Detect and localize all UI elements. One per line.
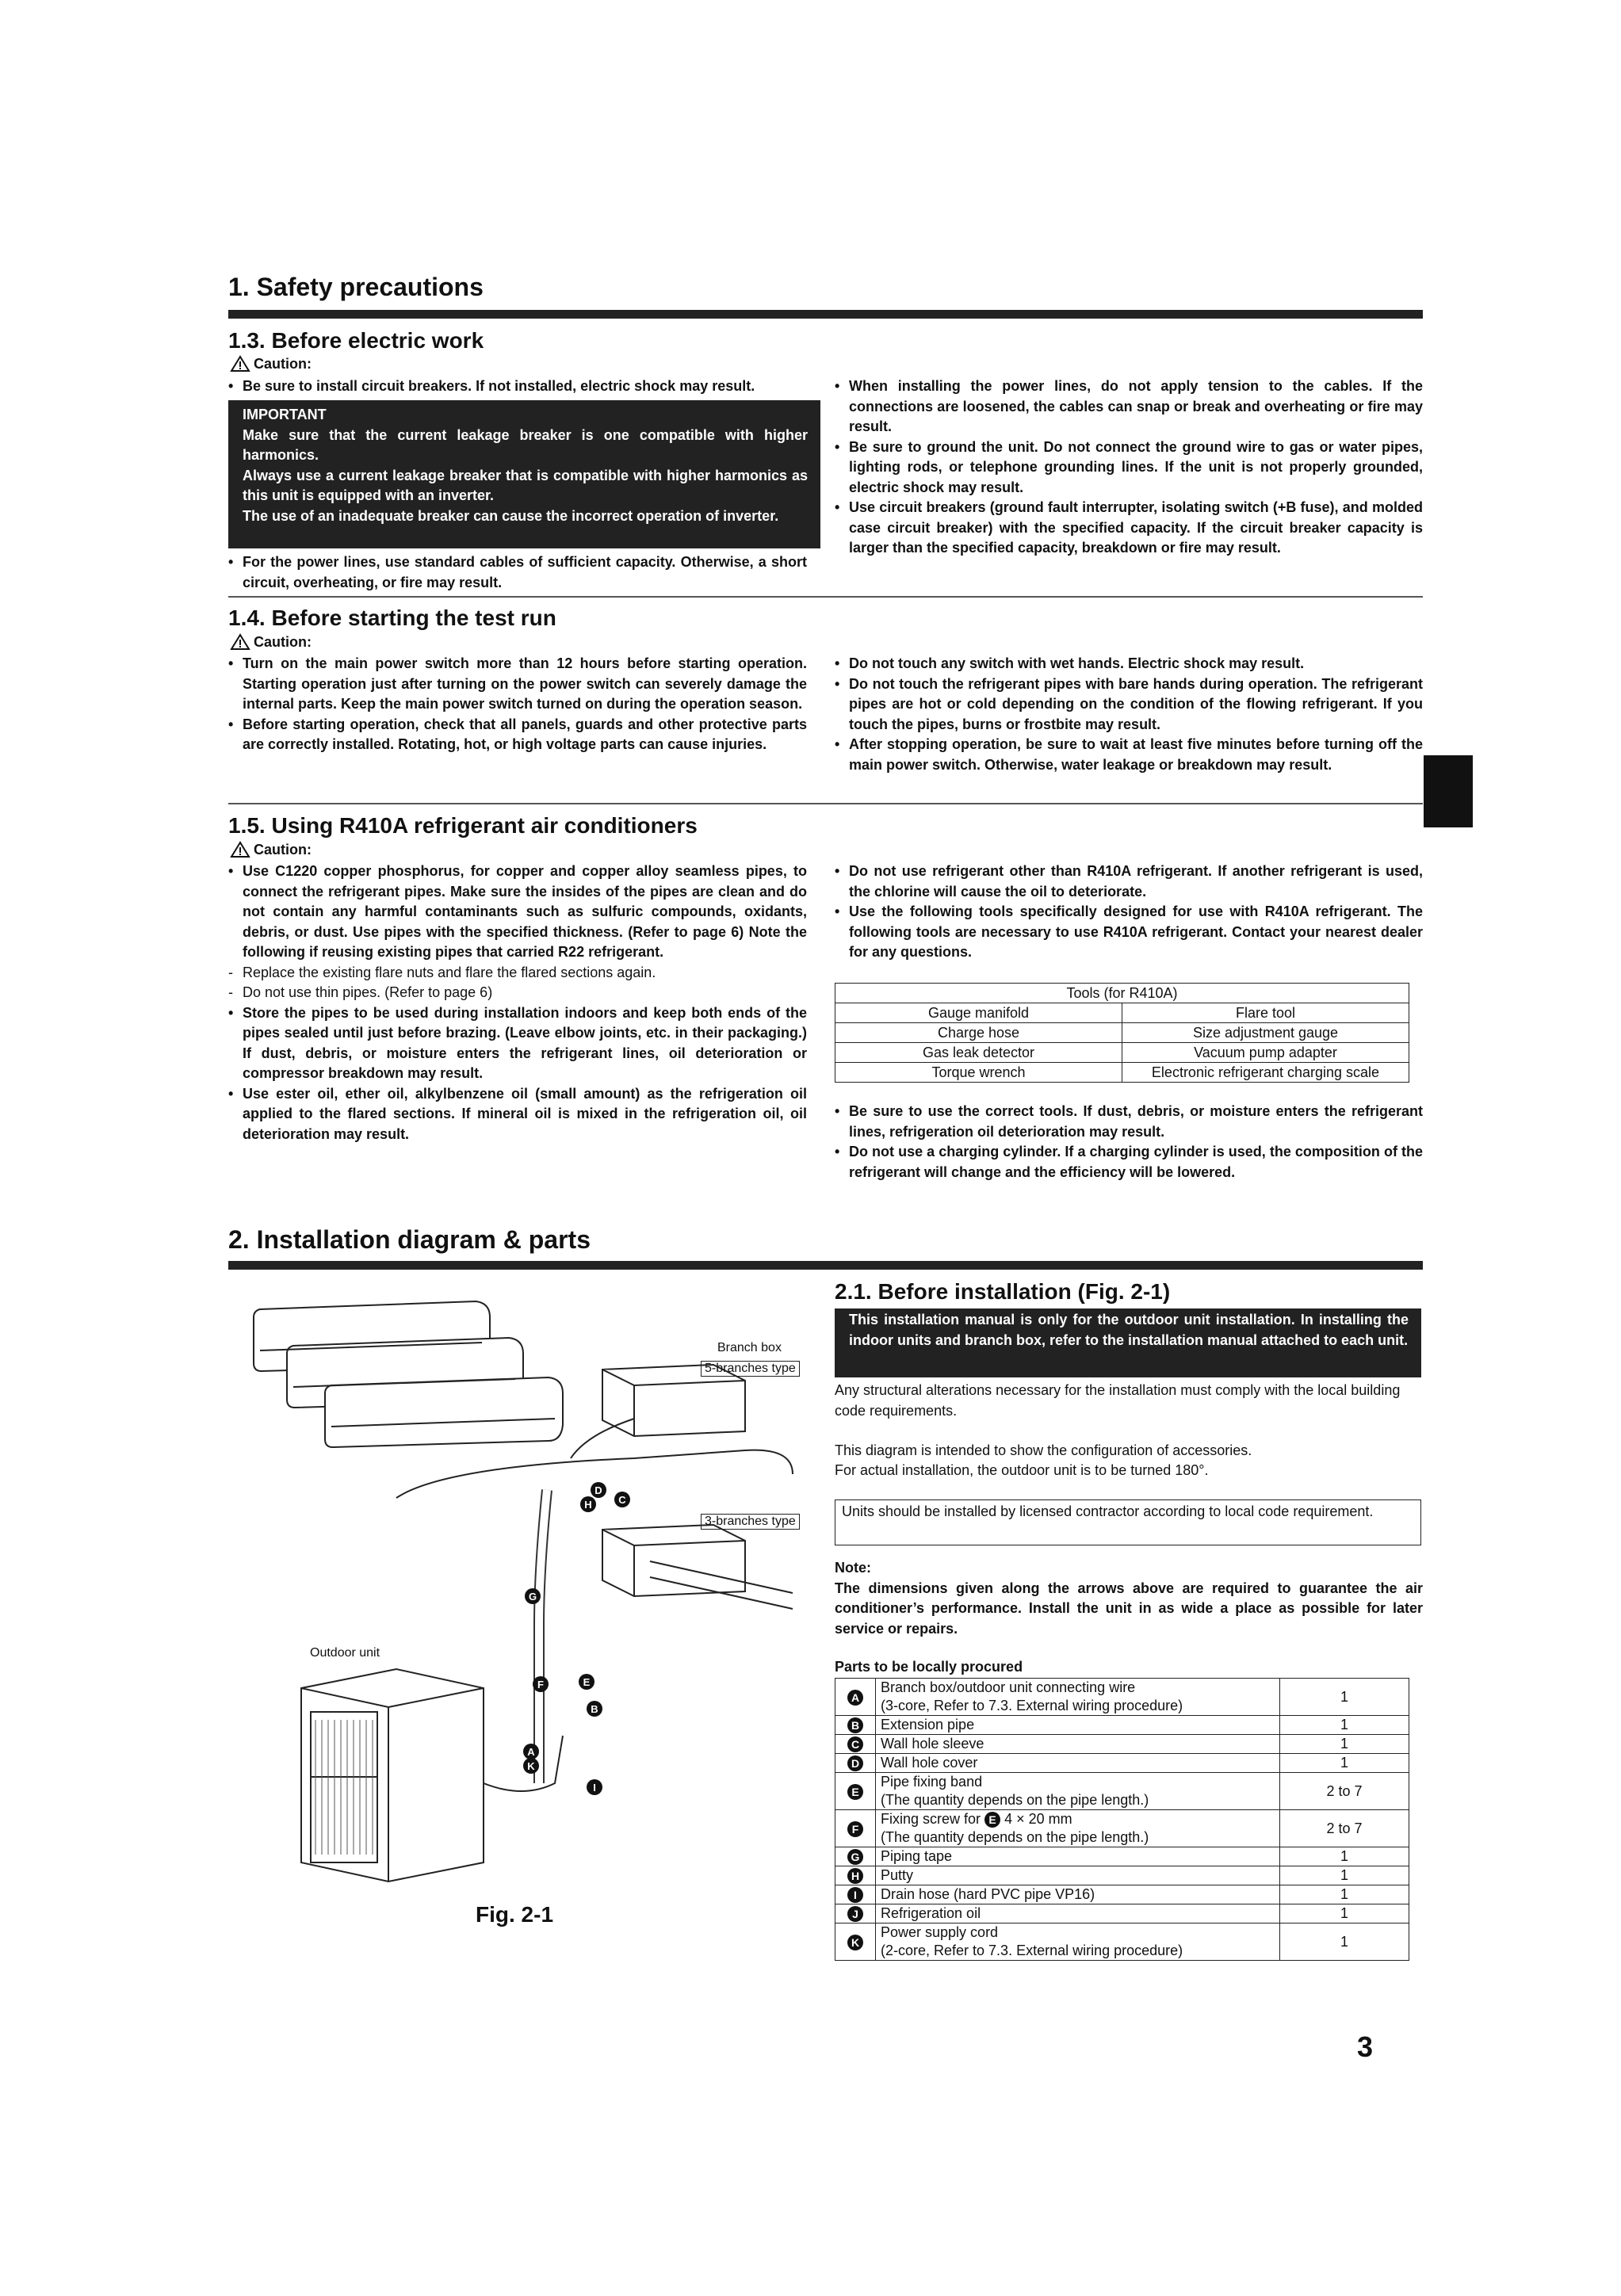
letter-icon: E xyxy=(984,1812,1000,1828)
part-name: Wall hole sleeve xyxy=(876,1735,1280,1754)
parts-title: Parts to be locally procured xyxy=(835,1659,1023,1675)
part-detail: (The quantity depends on the pipe length.) xyxy=(881,1829,1149,1845)
note-title: Note: xyxy=(835,1560,871,1576)
table-cell: Flare tool xyxy=(1122,1003,1409,1023)
figure-2-1 xyxy=(238,1292,816,1950)
diagram-note-2: For actual installation, the outdoor unit is to be turned 180°. xyxy=(835,1462,1209,1478)
table-row xyxy=(835,1754,1409,1773)
part-name: Branch box/outdoor unit connecting wire xyxy=(881,1679,1136,1695)
s13-right-bullet-3: Use circuit breakers (ground fault interrupter, isolating switch (+B fuse), and molded case circuit breaker) with the specified capacity. If the circuit breaker capacity is larger than the specified capacity, breakdown or fire may result. xyxy=(849,499,1423,556)
section-1-title: 1. Safety precautions xyxy=(228,273,484,301)
table-row xyxy=(835,1866,1409,1885)
note-block xyxy=(835,1558,1423,1639)
s15-right-bullet-1: Do not use refrigerant other than R410A refrigerant. If another refrigerant is used, the chlorine will cause the oil to deteriorate. xyxy=(849,863,1423,900)
part-name: Extension pipe xyxy=(876,1716,1280,1735)
caution-label: Caution: xyxy=(254,841,312,858)
divider-2 xyxy=(228,803,1423,804)
subsection-1-3-title: 1.3. Before electric work xyxy=(228,328,484,353)
s15-right-column: • Do not use refrigerant other than R410A refrigerant. If another refrigerant is used, the chlorine will cause the oil to deteriorate. • Use the following tools specifically designed for use with R410A refrigerant. The following tools are necessary to use R410A refrigerant. Contact your nearest dealer for any questions. xyxy=(835,861,1423,963)
s14-left-bullet-1: Turn on the main power switch more than 12 hours before starting operation. Starting operation just after turning on the power switch can severely damage the internal parts. Keep the main power switch turned on during the operation season. xyxy=(243,655,807,712)
important-box xyxy=(228,400,820,548)
parts-table xyxy=(835,1678,1409,1961)
s15-left-column: • Use C1220 copper phosphorus, for copper and copper alloy seamless pipes, to connect the refrigerant pipes. Make sure the insides of the pipes are clean and do not contain any harmful contaminants such as sulfuric compounds, oxidants, debris, or dust. Use pipes with the specified thickness. (Refer to page 6) Note the following if reusing existing pipes that carried R22 refrigerant. - Replace the existing flare nuts and flare the flared sections again. - Do not use thin pipes. (Refer to page 6) • Store the pipes to be used during installation indoors and keep both ends of the pipes sealed until just before brazing. (Leave elbow joints, etc. in their packaging.) If dust, debris, or moisture enters the refrigerant lines, oil deterioration or compressor breakdown may result. • Use ester oil, ether oil, alkylbenzene oil (small amount) as the refrigeration oil applied to the flared sections. If mineral oil is mixed in the refrigeration oil, oil deterioration may result. xyxy=(228,861,807,1144)
svg-text:D: D xyxy=(594,1484,602,1496)
table-row xyxy=(835,1904,1409,1924)
letter-icon: I xyxy=(847,1887,863,1903)
important-line-2: Always use a current leakage breaker that is compatible with higher harmonics as this unit is equipped with an inverter. xyxy=(243,467,808,503)
part-qty: 1 xyxy=(1280,1679,1409,1716)
table-row xyxy=(835,1063,1409,1083)
section-2-rule xyxy=(228,1261,1423,1270)
three-branches-label: 3-branches type xyxy=(701,1514,800,1530)
divider-1 xyxy=(228,596,1423,598)
s14-right-column: • Do not touch any switch with wet hands. Electric shock may result. • Do not touch the refrigerant pipes with bare hands during operation. The refrigerant pipes are hot or cold depending on the condition of the flowing refrigerant. If you touch the pipes, burns or frostbite may result. • After stopping operation, be sure to wait at least five minutes before turning off the main power switch. Otherwise, water leakage or breakdown may result. xyxy=(835,654,1423,775)
caution-label: Caution: xyxy=(254,633,312,650)
table-cell: Vacuum pump adapter xyxy=(1122,1043,1409,1063)
s13-left-column: • Be sure to install circuit breakers. If not installed, electric shock may result. xyxy=(228,376,807,397)
part-name: Refrigeration oil xyxy=(876,1904,1280,1924)
part-name: Fixing screw for xyxy=(881,1811,981,1827)
s14-left-column: • Turn on the main power switch more than 12 hours before starting operation. Starting operation just after turning on the power switch can severely damage the internal parts. Keep the main power switch turned on during the operation season. • Before starting operation, check that all panels, guards and other protective parts are correctly installed. Rotating, hot, or high voltage parts can cause injuries. xyxy=(228,654,807,755)
table-cell: Size adjustment gauge xyxy=(1122,1023,1409,1043)
table-cell: Gauge manifold xyxy=(835,1003,1122,1023)
contractor-box: Units should be installed by licensed contractor according to local code requirement. xyxy=(835,1499,1421,1545)
part-qty: 1 xyxy=(1280,1754,1409,1773)
s15-left-dash-1: Replace the existing flare nuts and flare the flared sections again. xyxy=(243,964,656,980)
table-row xyxy=(835,1679,1409,1716)
tools-table-header: Tools (for R410A) xyxy=(835,984,1409,1003)
part-qty: 1 xyxy=(1280,1904,1409,1924)
s15-left-bullet-3: Use ester oil, ether oil, alkylbenzene oil (small amount) as the refrigeration oil applied to the flared sections. If mineral oil is mixed in the refrigeration oil, oil deterioration may result. xyxy=(243,1085,807,1142)
part-name: Drain hose (hard PVC pipe VP16) xyxy=(876,1885,1280,1904)
warning-triangle-icon xyxy=(230,841,250,858)
part-name: Power supply cord xyxy=(881,1924,999,1940)
s15-left-bullet-1: Use C1220 copper phosphorus, for copper and copper alloy seamless pipes, to connect the refrigerant pipes. Make sure the insides of the pipes are clean and do not contain any harmful contaminants such as sulfuric compounds, oxidants, debris, or dust. Use pipes with the specified thickness. (Refer to page 6) Note the following if reusing existing pipes that carried R22 refrigerant. xyxy=(243,863,807,960)
warning-triangle-icon xyxy=(230,355,250,372)
part-qty: 1 xyxy=(1280,1885,1409,1904)
part-name: Pipe fixing band xyxy=(881,1774,983,1790)
table-row xyxy=(835,1735,1409,1754)
letter-icon: K xyxy=(847,1935,863,1950)
s15-left-dash-2: Do not use thin pipes. (Refer to page 6) xyxy=(243,984,493,1000)
s14-right-bullet-1: Do not touch any switch with wet hands. Electric shock may result. xyxy=(849,655,1305,671)
note-text: The dimensions given along the arrows above are required to guarantee the air conditioner’s performance. Install the unit in as wide a place as possible for later service or repairs. xyxy=(835,1580,1423,1637)
table-cell: Electronic refrigerant charging scale xyxy=(1122,1063,1409,1083)
diagram-note-1: This diagram is intended to show the configuration of accessories. xyxy=(835,1442,1252,1458)
letter-icon: F xyxy=(847,1821,863,1837)
section-2-title: 2. Installation diagram & parts xyxy=(228,1225,591,1254)
letter-icon: D xyxy=(847,1755,863,1771)
part-detail: (The quantity depends on the pipe length.) xyxy=(881,1792,1149,1808)
svg-text:C: C xyxy=(618,1494,626,1506)
s13-left-bullet-1: Be sure to install circuit breakers. If not installed, electric shock may result. xyxy=(243,378,755,394)
s14-right-bullet-3: After stopping operation, be sure to wait at least five minutes before turning off the main power switch. Otherwise, water leakage or breakdown may result. xyxy=(849,736,1423,773)
s15-right-bullet-4: Do not use a charging cylinder. If a charging cylinder is used, the composition of the refrigerant will change and the efficiency will be lowered. xyxy=(849,1144,1423,1180)
svg-text:E: E xyxy=(583,1676,591,1688)
subsection-1-5-title: 1.5. Using R410A refrigerant air conditioners xyxy=(228,813,698,838)
s15-left-bullet-2: Store the pipes to be used during installation indoors and keep both ends of the pipes sealed until just before brazing. (Leave elbow joints, etc. in their packaging.) If dust, debris, or moisture enters the refrigerant lines, oil deterioration or compressor breakdown may result. xyxy=(243,1004,807,1081)
svg-text:K: K xyxy=(527,1760,535,1772)
part-qty: 2 to 7 xyxy=(1280,1773,1409,1810)
table-row xyxy=(835,1847,1409,1866)
table-row xyxy=(835,1003,1409,1023)
s15-right-bullet-2: Use the following tools specifically designed for use with R410A refrigerant. The following tools are necessary to use R410A refrigerant. Contact your nearest dealer for any questions. xyxy=(849,904,1423,960)
caution-1-4 xyxy=(230,633,312,651)
part-detail: (2-core, Refer to 7.3. External wiring procedure) xyxy=(881,1943,1183,1958)
side-tab-marker xyxy=(1424,755,1473,827)
branch-box-label: Branch box xyxy=(717,1341,782,1354)
installation-banner: This installation manual is only for the outdoor unit installation. In installing the indoor units and branch box, refer to the installation manual attached to each unit. xyxy=(835,1308,1421,1377)
page-number: 3 xyxy=(1357,2030,1374,2063)
table-row xyxy=(835,1023,1409,1043)
part-qty: 1 xyxy=(1280,1866,1409,1885)
part-name: Piping tape xyxy=(876,1847,1280,1866)
caution-1-5 xyxy=(230,841,312,858)
table-row xyxy=(835,1716,1409,1735)
svg-text:B: B xyxy=(591,1703,598,1715)
table-row xyxy=(835,1810,1409,1847)
installation-diagram xyxy=(238,1292,816,1950)
letter-icon: E xyxy=(847,1784,863,1800)
important-line-1: Make sure that the current leakage breaker is one compatible with higher harmonics. xyxy=(243,426,808,463)
s14-left-bullet-2: Before starting operation, check that all panels, guards and other protective parts are correctly installed. Rotating, hot, or high voltage parts can cause injuries. xyxy=(243,716,807,752)
letter-icon: A xyxy=(847,1690,863,1706)
svg-text:G: G xyxy=(528,1591,537,1603)
part-qty: 1 xyxy=(1280,1735,1409,1754)
part-name: Wall hole cover xyxy=(876,1754,1280,1773)
table-cell: Charge hose xyxy=(835,1023,1122,1043)
warning-triangle-icon xyxy=(230,633,250,651)
s13-left-column-2: • For the power lines, use standard cables of sufficient capacity. Otherwise, a short circuit, overheating, or fire may result. xyxy=(228,552,807,593)
part-name: Putty xyxy=(876,1866,1280,1885)
five-branches-label: 5-branches type xyxy=(701,1361,800,1377)
letter-icon: H xyxy=(847,1868,863,1884)
caution-1-3 xyxy=(230,355,312,372)
part-qty: 2 to 7 xyxy=(1280,1810,1409,1847)
s13-right-bullet-1: When installing the power lines, do not apply tension to the cables. If the connections are loosened, the cables can snap or break and overheating or fire may result. xyxy=(849,378,1423,434)
subsection-1-4-title: 1.4. Before starting the test run xyxy=(228,606,556,630)
table-cell: Gas leak detector xyxy=(835,1043,1122,1063)
letter-icon: J xyxy=(847,1906,863,1922)
important-title: IMPORTANT xyxy=(243,407,327,422)
section-1-rule xyxy=(228,310,1423,319)
s13-right-bullet-2: Be sure to ground the unit. Do not connect the ground wire to gas or water pipes, lighting rods, or telephone grounding lines. If the unit is not properly grounded, electric shock may result. xyxy=(849,438,1423,495)
part-size: 4 × 20 mm xyxy=(1004,1811,1072,1827)
part-qty: 1 xyxy=(1280,1716,1409,1735)
svg-text:H: H xyxy=(584,1499,592,1511)
table-row xyxy=(835,1773,1409,1810)
s13-left-bullet-2: For the power lines, use standard cables of sufficient capacity. Otherwise, a short circuit, overheating, or fire may result. xyxy=(243,554,807,590)
s15-right-bullet-3: Be sure to use the correct tools. If dust, debris, or moisture enters the refrigerant lines, refrigeration oil deterioration may result. xyxy=(849,1103,1423,1140)
svg-text:A: A xyxy=(527,1746,535,1758)
tools-table xyxy=(835,983,1409,1083)
important-line-3: The use of an inadequate breaker can cause the incorrect operation of inverter. xyxy=(243,507,779,524)
s14-right-bullet-2: Do not touch the refrigerant pipes with bare hands during operation. The refrigerant pipes are hot or cold depending on the condition of the flowing refrigerant. If you touch the pipes, burns or frostbite may result. xyxy=(849,675,1423,732)
outdoor-unit-label: Outdoor unit xyxy=(310,1646,380,1660)
s15-right-column-2: • Be sure to use the correct tools. If dust, debris, or moisture enters the refrigerant lines, refrigeration oil deterioration may result. • Do not use a charging cylinder. If a charging cylinder is used, the composition of the refrigerant will change and the efficiency will be lowered. xyxy=(835,1102,1423,1182)
svg-text:F: F xyxy=(537,1679,544,1690)
table-cell: Torque wrench xyxy=(835,1063,1122,1083)
part-qty: 1 xyxy=(1280,1924,1409,1961)
svg-text:I: I xyxy=(593,1782,596,1794)
structural-paragraph: Any structural alterations necessary for the installation must comply with the local building code requirements. xyxy=(835,1382,1401,1419)
part-qty: 1 xyxy=(1280,1847,1409,1866)
table-row xyxy=(835,1043,1409,1063)
s13-right-column: • When installing the power lines, do not apply tension to the cables. If the connections are loosened, the cables can snap or break and overheating or fire may result. • Be sure to ground the unit. Do not connect the ground wire to gas or water pipes, lighting rods, or telephone grounding lines. If the unit is not properly grounded, electric shock may result. • Use circuit breakers (ground fault interrupter, isolating switch (+B fuse), and molded case circuit breaker) with the specified capacity. If the circuit breaker capacity is larger than the specified capacity, breakdown or fire may result. xyxy=(835,376,1423,559)
letter-icon: C xyxy=(847,1736,863,1752)
letter-icon: G xyxy=(847,1849,863,1865)
letter-icon: B xyxy=(847,1717,863,1733)
part-detail: (3-core, Refer to 7.3. External wiring procedure) xyxy=(881,1698,1183,1713)
figure-caption: Fig. 2-1 xyxy=(476,1902,554,1927)
table-row xyxy=(835,1924,1409,1961)
subsection-2-1-title: 2.1. Before installation (Fig. 2-1) xyxy=(835,1279,1171,1304)
table-row xyxy=(835,1885,1409,1904)
caution-label: Caution: xyxy=(254,355,312,372)
